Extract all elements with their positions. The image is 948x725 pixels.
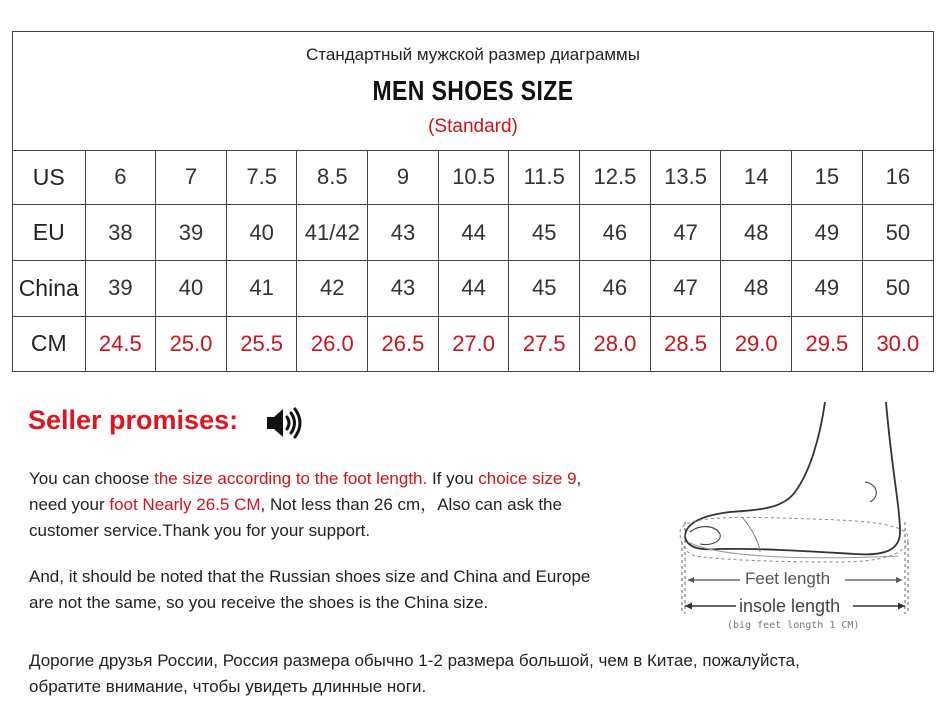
feet-length-label: Feet length [745, 569, 831, 588]
chart-standard-label: (Standard) [428, 116, 518, 137]
row-label: CM [13, 316, 85, 371]
chart-subtitle-russian: Стандартный мужской размер диаграммы [306, 45, 640, 64]
size-cell: 29.5 [792, 316, 863, 371]
size-cell: 41/42 [297, 205, 368, 261]
size-cell: 6 [85, 150, 156, 205]
size-cell: 10.5 [438, 150, 509, 205]
size-cell: 28.5 [650, 316, 721, 371]
size-cell: 9 [368, 150, 439, 205]
size-cell: 48 [721, 205, 792, 261]
size-cell: 25.0 [156, 316, 227, 371]
size-cell: 46 [580, 205, 651, 261]
size-cell: 49 [792, 205, 863, 261]
paragraph-size-advice [29, 466, 669, 544]
size-cell: 27.0 [438, 316, 509, 371]
size-cell: 26.5 [368, 316, 439, 371]
size-cell: 40 [226, 205, 297, 261]
row-label: EU [13, 205, 85, 261]
size-cell: 26.0 [297, 316, 368, 371]
size-cell: 29.0 [721, 316, 792, 371]
p1-text-2: If you [427, 469, 479, 488]
row-label: China [13, 260, 85, 316]
size-cell: 50 [862, 260, 933, 316]
size-cell: 45 [509, 260, 580, 316]
size-cell: 14 [721, 150, 792, 205]
size-cell: 46 [580, 260, 651, 316]
p1-text-1: You can choose [29, 469, 155, 488]
size-cell: 44 [438, 260, 509, 316]
size-cell: 7 [156, 150, 227, 205]
p2-line-1: And, it should be noted that the Russian shoes size and China and Europe [29, 567, 591, 586]
size-cell: 49 [792, 260, 863, 316]
p1-text-6: customer service.Thank you for your support. [29, 521, 371, 540]
size-row-us [13, 150, 933, 205]
size-cell: 24.5 [85, 316, 156, 371]
p3-line-1: Дорогие друзья России, Россия размера обычно 1-2 размера большой, чем в Китае, пожалуйста, [29, 651, 800, 670]
size-cell: 27.5 [509, 316, 580, 371]
p1-text-4: need your [29, 495, 110, 514]
p1-text-5: , Not less than 26 cm，Also can ask the [260, 495, 562, 514]
size-cell: 50 [862, 205, 933, 261]
chart-header [13, 32, 933, 151]
paragraph-size-difference [29, 564, 669, 616]
p2-line-2: are not the same, so you receive the shoes is the China size. [29, 593, 489, 612]
size-cell: 47 [650, 260, 721, 316]
size-cell: 11.5 [509, 150, 580, 205]
insole-length-label: insole length [739, 596, 841, 616]
size-row-cm [13, 316, 933, 371]
size-chart [12, 31, 934, 372]
seller-promises-title: Seller promises: [28, 405, 239, 435]
size-cell: 38 [85, 205, 156, 261]
foot-length-note: (big feet longth 1 CM) [727, 620, 860, 631]
size-cell: 40 [156, 260, 227, 316]
paragraph-russian-note [29, 648, 929, 700]
size-cell: 43 [368, 260, 439, 316]
size-cell: 25.5 [226, 316, 297, 371]
size-cell: 41 [226, 260, 297, 316]
row-label: US [13, 150, 85, 205]
size-cell: 42 [297, 260, 368, 316]
size-cell: 13.5 [650, 150, 721, 205]
size-row-china [13, 260, 933, 316]
size-cell: 30.0 [862, 316, 933, 371]
p3-line-2: обратите внимание, чтобы увидеть длинные ноги. [29, 677, 427, 696]
chart-title: MEN SHOES SIZE [372, 75, 574, 106]
p1-highlight-foot-length: the size according to the foot length. [154, 469, 428, 488]
size-cell: 7.5 [226, 150, 297, 205]
size-table [13, 150, 933, 371]
p1-highlight-26-5cm: foot Nearly 26.5 CM [109, 495, 261, 514]
size-cell: 43 [368, 205, 439, 261]
size-cell: 48 [721, 260, 792, 316]
size-cell: 39 [85, 260, 156, 316]
size-cell: 16 [862, 150, 933, 205]
size-cell: 44 [438, 205, 509, 261]
speaker-icon [264, 404, 302, 442]
size-cell: 28.0 [580, 316, 651, 371]
size-cell: 15 [792, 150, 863, 205]
size-row-eu [13, 205, 933, 261]
p1-text-3: , [576, 469, 582, 488]
size-cell: 12.5 [580, 150, 651, 205]
size-cell: 45 [509, 205, 580, 261]
size-cell: 39 [156, 205, 227, 261]
size-cell: 8.5 [297, 150, 368, 205]
p1-highlight-size-9: choice size 9 [478, 469, 577, 488]
size-cell: 47 [650, 205, 721, 261]
